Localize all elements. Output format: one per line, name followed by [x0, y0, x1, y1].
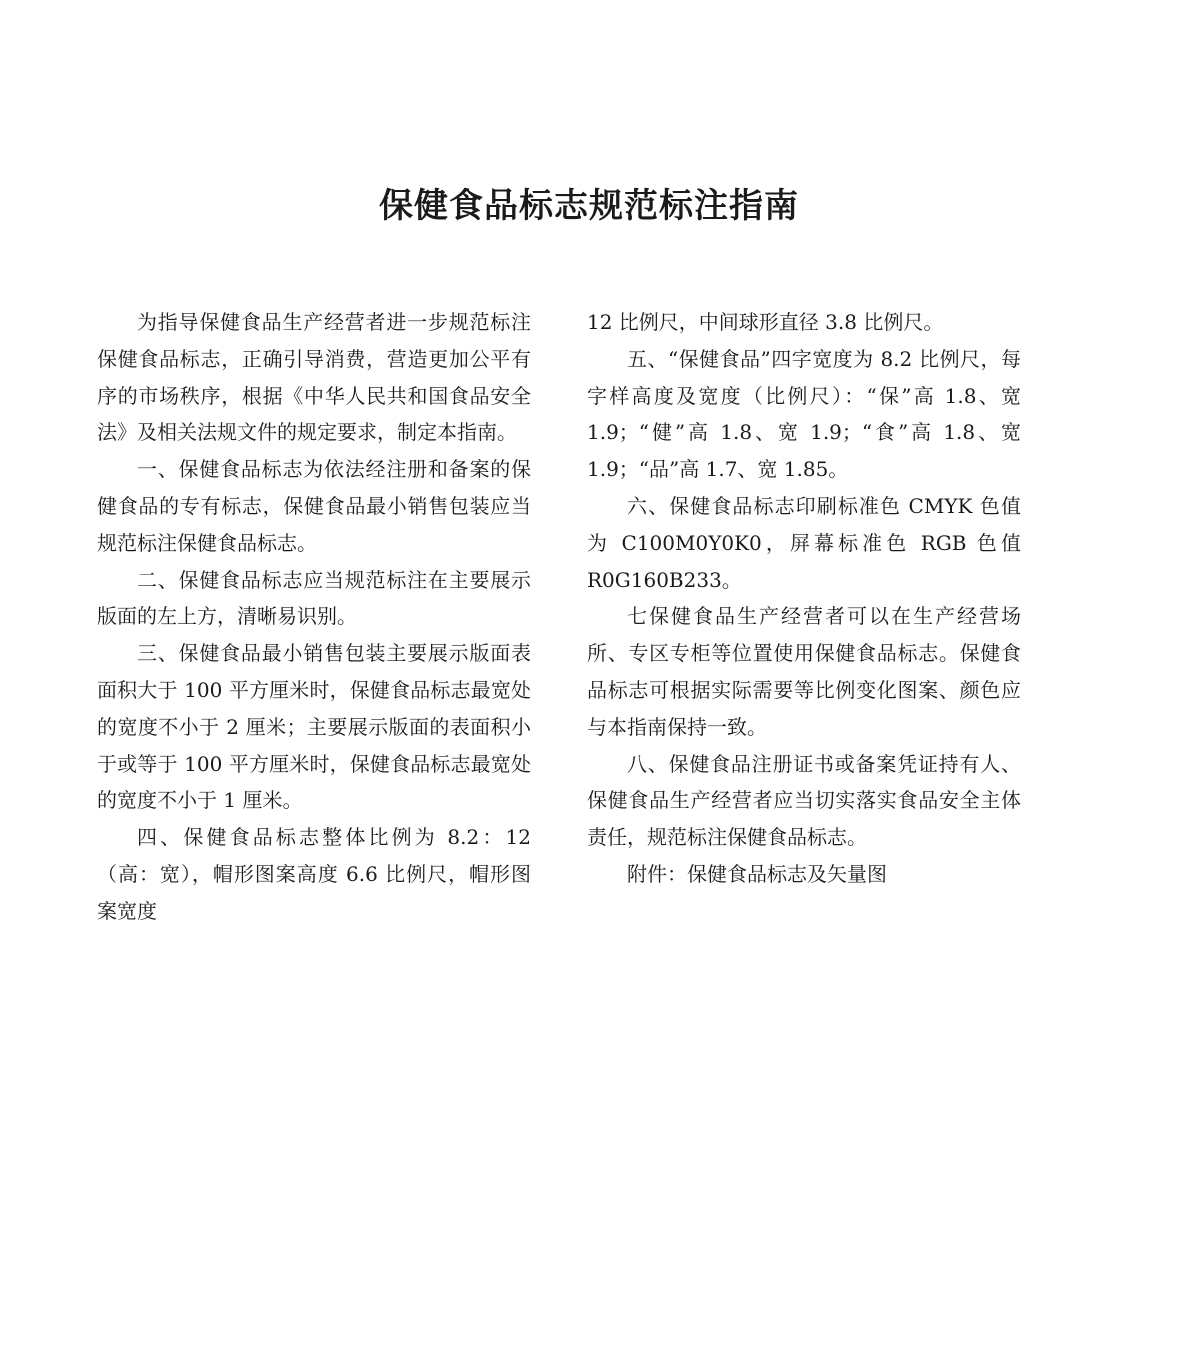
paragraph-item-1: 一、保健食品标志为依法经注册和备案的保健食品的专有标志，保健食品最小销售包装应当规范标注保健食品标志。 [97, 457, 531, 555]
left-column [97, 304, 531, 930]
paragraph-item-8: 八、保健食品注册证书或备案凭证持有人、保健食品生产经营者应当切实落实食品安全主体责任，规范标注保健食品标志。 [587, 751, 1021, 850]
paragraph-item-7: 七保健食品生产经营者可以在生产经营场所、专区专柜等位置使用保健食品标志。保健食品标志可根据实际需要等比例变化图案、颜色应与本指南保持一致。 [587, 604, 1021, 739]
paragraph-item-6: 六、保健食品标志印刷标准色 CMYK 色值为 C100M0Y0K0，屏幕标准色 RGB 色值 R0G160B233。 [587, 493, 1021, 592]
paragraph-intro: 为指导保健食品生产经营者进一步规范标注保健食品标志，正确引导消费，营造更加公平有序的市场秩序，根据《中华人民共和国食品安全法》及相关法规文件的规定要求，制定本指南。 [97, 310, 531, 445]
paragraph-item-5: 五、“保健食品”四字宽度为 8.2 比例尺，每字样高度及宽度（比例尺）：“保”高 1.8、宽 1.9；“健”高 1.8、宽 1.9；“食”高 1.8、宽 1.9；“品”高 1.7、宽 1.85。 [587, 346, 1021, 482]
paragraph-item-2: 二、保健食品标志应当规范标注在主要展示版面的左上方，清晰易识别。 [97, 567, 531, 629]
paragraph-item-4-continued: 12 比例尺，中间球形直径 3.8 比例尺。 [587, 310, 944, 334]
right-column [587, 304, 1021, 893]
document-title: 保健食品标志规范标注指南 [379, 186, 799, 226]
paragraph-item-3: 三、保健食品最小销售包装主要展示版面表面积大于 100 平方厘米时，保健食品标志最宽处的宽度不小于 2 厘米；主要展示版面的表面积小于或等于 100 平方厘米时，保健食品标志最宽处的宽度不小于 1 厘米。 [97, 641, 531, 813]
paragraph-item-4: 四、保健食品标志整体比例为 8.2：12（高：宽），帽形图案高度 6.6 比例尺，帽形图案宽度 [97, 825, 531, 923]
paragraph-attachment: 附件：保健食品标志及矢量图 [627, 861, 887, 886]
